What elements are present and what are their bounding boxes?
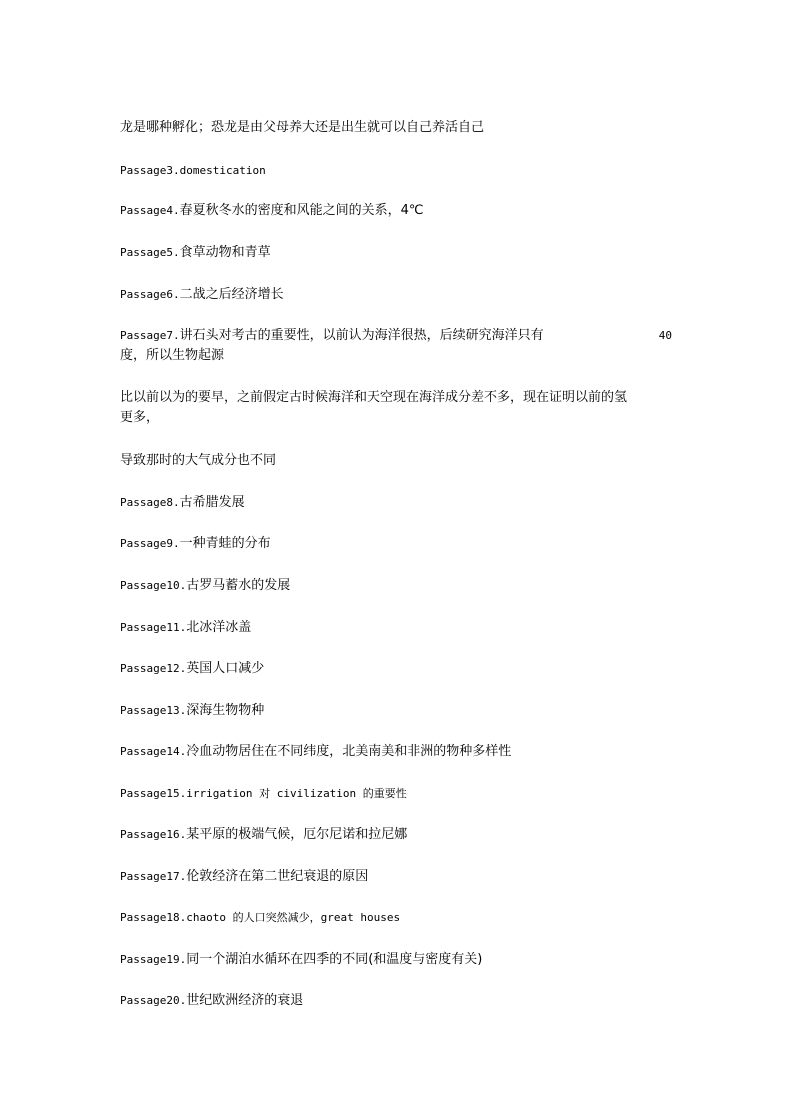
passage-label: Passage5. [120, 246, 180, 259]
passage-line [120, 950, 672, 970]
passage-label: Passage17. [120, 870, 187, 883]
passage-label: Passage19. [120, 953, 187, 966]
line-text: 比以前以为的要早，之前假定古时候海洋和天空现在海洋成分差不多，现在证明以前的氢 [120, 390, 628, 405]
passage-text: 二战之后经济增长 [179, 287, 284, 302]
passage-text: 英国人口减少 [186, 661, 265, 676]
passage-text: 春夏秋冬水的密度和风能之间的关系，4℃ [179, 203, 424, 218]
text-line [120, 451, 672, 471]
passage-line [120, 618, 672, 638]
passage-text: 古希腊发展 [179, 495, 245, 510]
passage-label: Passage16. [120, 828, 187, 841]
passage-line [120, 825, 672, 845]
text-line [120, 118, 672, 138]
passage-label: Passage20. [120, 994, 187, 1007]
passage-text: 同一个湖泊水循环在四季的不同(和温度与密度有关) [186, 952, 483, 967]
passage-text: 古罗马蓄水的发展 [186, 578, 291, 593]
passage-line [120, 867, 672, 887]
passage-line [120, 784, 672, 804]
passage-label: Passage4. [120, 204, 180, 217]
passage-text: domestication [179, 164, 266, 177]
passage-label: Passage12. [120, 662, 187, 675]
passage-line [120, 534, 672, 554]
passage-label: Passage7. [120, 329, 180, 342]
passage-line [120, 576, 672, 596]
passage-line [120, 493, 672, 513]
passage-line [120, 285, 672, 305]
passage-line [120, 991, 672, 1011]
passage-label: Passage6. [120, 288, 180, 301]
passage-text: 讲石头对考古的重要性，以前认为海洋很热，后续研究海洋只有 [179, 328, 544, 343]
passage-label: Passage15. [120, 787, 187, 800]
passage-label: Passage18. [120, 911, 187, 924]
passage-label: Passage10. [120, 579, 187, 592]
line-text: 龙是哪种孵化；恐龙是由父母养大还是出生就可以自己养活自己 [120, 120, 485, 135]
passage-text: 食草动物和青草 [179, 245, 271, 260]
passage-text: 世纪欧洲经济的衰退 [186, 993, 304, 1008]
passage-line [120, 161, 672, 181]
passage-label: Passage3. [120, 164, 180, 177]
passage-label: Passage11. [120, 621, 187, 634]
passage-line [120, 326, 672, 366]
passage-label: Passage13. [120, 704, 187, 717]
passage-text: 一种青蛙的分布 [179, 536, 271, 551]
line-continuation: 更多， [120, 410, 160, 425]
passage-continuation: 度，所以生物起源 [120, 348, 225, 363]
passage-label: Passage14. [120, 745, 187, 758]
passage-line [120, 701, 672, 721]
passage-label: Passage9. [120, 537, 180, 550]
passage-line [120, 742, 672, 762]
passage-label: Passage8. [120, 496, 180, 509]
passage-text: 深海生物物种 [186, 703, 265, 718]
passage-line [120, 201, 672, 221]
passage-line [120, 243, 672, 263]
passage-text: 伦敦经济在第二世纪衰退的原因 [186, 869, 369, 884]
passage-text: 北冰洋冰盖 [186, 620, 252, 635]
passage-line [120, 659, 672, 679]
passage-text: chaoto 的人口突然减少，great houses [186, 911, 401, 924]
passage-line [120, 908, 672, 928]
passage-text: 某平原的极端气候，厄尔尼诺和拉尼娜 [186, 827, 408, 842]
line-text: 导致那时的大气成分也不同 [120, 453, 277, 468]
passage-number: 40 [658, 329, 672, 342]
text-line [120, 388, 672, 428]
passage-text: 冷血动物居住在不同纬度，北美南美和非洲的物种多样性 [186, 744, 512, 759]
passage-text: irrigation 对 civilization 的重要性 [186, 787, 407, 800]
